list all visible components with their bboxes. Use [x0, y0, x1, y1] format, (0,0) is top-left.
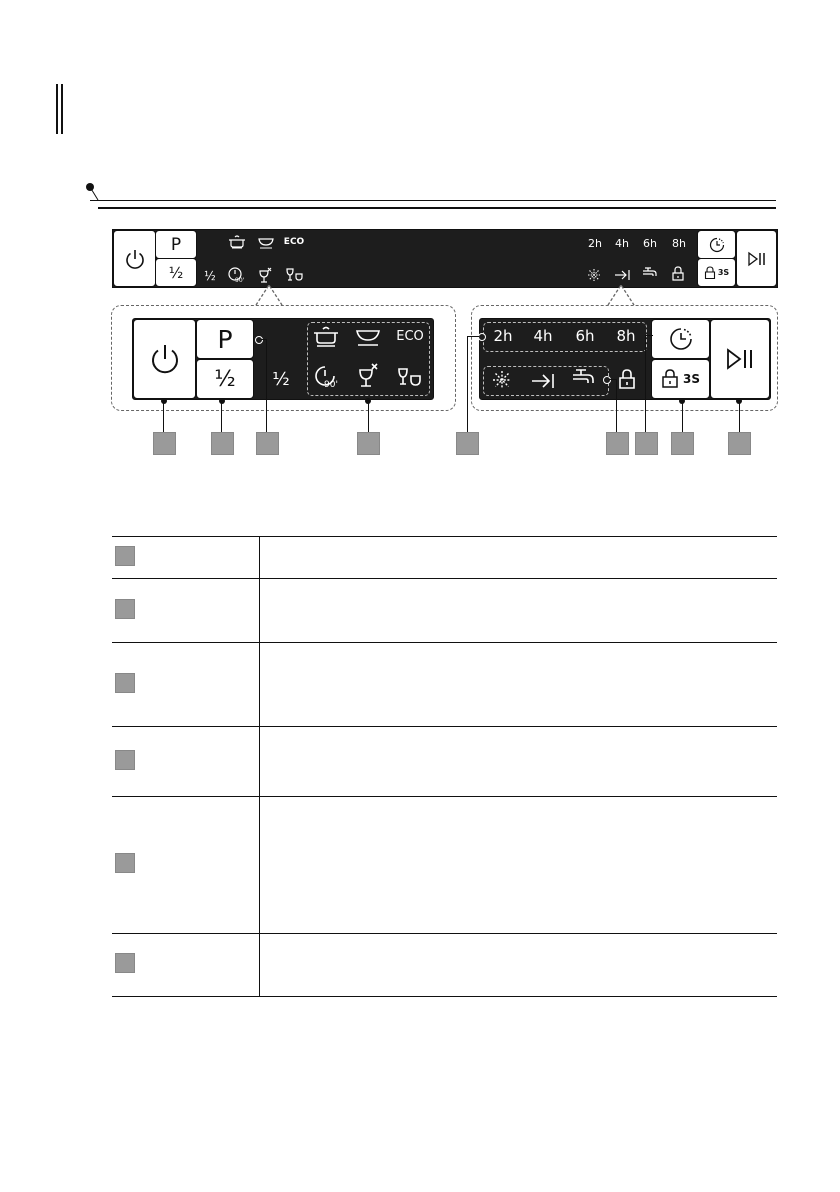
- timer-6h-label: 6h: [575, 327, 595, 345]
- svg-text:90': 90': [235, 277, 245, 284]
- callout-leader: [682, 401, 683, 432]
- zoom-pointer-left: [254, 283, 284, 307]
- legend-marker-cell: [112, 579, 260, 643]
- rinse-aid-icon: [613, 268, 631, 282]
- eco-label: ECO: [283, 237, 305, 247]
- legend-marker: [115, 953, 135, 973]
- power-button-zoom[interactable]: [133, 319, 196, 399]
- callout-leader: [467, 336, 479, 337]
- child-lock-icon: [617, 368, 637, 390]
- legend-marker: [115, 853, 135, 873]
- quick-90-icon: [313, 364, 341, 390]
- legend-description: [260, 579, 778, 643]
- quick-90-icon: [227, 266, 245, 284]
- legend-marker: [115, 546, 135, 566]
- section-marker-bar: [56, 84, 58, 134]
- half-load-indicator-zoom: ½: [272, 368, 290, 390]
- play-pause-icon: [747, 251, 767, 267]
- program-button-zoom[interactable]: [196, 319, 254, 359]
- legend-marker-cell: [112, 643, 260, 727]
- callout-leader: [645, 335, 646, 432]
- glass-icon: [396, 365, 424, 391]
- start-pause-button-zoom[interactable]: [710, 319, 770, 399]
- delay-timer-button-zoom[interactable]: [651, 319, 710, 359]
- intensive-icon: [228, 235, 246, 249]
- intensive-icon: [312, 325, 340, 347]
- callout-marker-6: [606, 432, 629, 455]
- callout-leader: [645, 335, 653, 336]
- child-lock-icon: [671, 266, 685, 282]
- table-row: [112, 643, 777, 727]
- rinse-icon: [355, 361, 381, 391]
- salt-icon: [492, 370, 512, 390]
- program-label: P: [217, 324, 233, 354]
- heading-rule-thick: [98, 207, 776, 209]
- eco-label: ECO: [396, 328, 424, 344]
- half-load-button-zoom[interactable]: [196, 359, 254, 399]
- clock-icon: [669, 327, 693, 351]
- legend-marker-cell: [112, 797, 260, 934]
- timer-2h-label: 2h: [588, 236, 602, 250]
- svg-text:90': 90': [324, 380, 338, 390]
- legend-description: [260, 934, 778, 997]
- salt-icon: [587, 268, 601, 282]
- callout-leader: [467, 336, 468, 432]
- timer-6h-label: 6h: [643, 236, 657, 250]
- delay-timer-button[interactable]: [697, 230, 736, 259]
- callout-marker-4: [357, 432, 380, 455]
- water-tap-icon: [571, 368, 597, 390]
- lock-3s-label: 3S: [683, 372, 700, 386]
- program-callout-point: [255, 336, 263, 344]
- rinse-icon: [256, 265, 274, 285]
- clock-icon: [709, 237, 725, 253]
- lock-3s-button[interactable]: [697, 258, 736, 287]
- timer-4h-label: 4h: [533, 327, 553, 345]
- callout-leader: [221, 401, 222, 432]
- table-row: [112, 579, 777, 643]
- lock-3s-button-zoom[interactable]: [651, 359, 710, 399]
- callout-marker-7: [635, 432, 658, 455]
- callout-marker-8: [671, 432, 694, 455]
- lock-icon: [704, 266, 716, 280]
- legend-marker-cell: [112, 537, 260, 579]
- power-icon: [124, 248, 146, 270]
- timer-2h-label: 2h: [493, 327, 513, 345]
- water-tap-icon: [641, 266, 659, 282]
- program-label: P: [170, 234, 182, 255]
- callout-marker-1: [153, 432, 176, 455]
- timer-callout-point: [478, 333, 486, 341]
- legend-description: [260, 797, 778, 934]
- legend-description: [260, 537, 778, 579]
- start-pause-button[interactable]: [736, 230, 777, 287]
- callout-dot: [219, 398, 225, 404]
- callout-leader: [616, 379, 617, 432]
- half-load-label: ½: [214, 366, 236, 392]
- callout-marker-3: [256, 432, 279, 455]
- legend-marker: [115, 599, 135, 619]
- legend-marker: [115, 673, 135, 693]
- glass-icon: [285, 266, 305, 284]
- callout-leader: [368, 401, 369, 432]
- half-load-label: ½: [168, 263, 184, 282]
- play-pause-icon: [725, 348, 755, 370]
- callout-marker-2: [211, 432, 234, 455]
- callout-marker-9: [728, 432, 751, 455]
- power-icon: [148, 342, 182, 376]
- timer-8h-label: 8h: [616, 327, 636, 345]
- callout-leader: [266, 339, 267, 432]
- legend-table: [112, 536, 777, 997]
- status-callout-point: [603, 376, 611, 384]
- heading-rule-diagonal: [86, 184, 100, 204]
- table-row: [112, 934, 777, 997]
- program-button[interactable]: [155, 230, 197, 259]
- legend-marker-cell: [112, 934, 260, 997]
- auto-icon: [257, 235, 275, 249]
- heading-rule: [90, 200, 776, 201]
- callout-leader: [163, 401, 164, 432]
- table-row: [112, 797, 777, 934]
- timer-8h-label: 8h: [672, 236, 686, 250]
- legend-description: [260, 727, 778, 797]
- rinse-aid-icon: [530, 372, 556, 390]
- auto-icon: [354, 325, 382, 347]
- half-load-indicator: ½: [204, 269, 216, 283]
- table-row: [112, 727, 777, 797]
- legend-description: [260, 643, 778, 727]
- legend-marker: [115, 750, 135, 770]
- legend-marker-cell: [112, 727, 260, 797]
- timer-4h-label: 4h: [615, 236, 629, 250]
- callout-marker-5: [456, 432, 479, 455]
- table-row: [112, 537, 777, 579]
- zoom-pointer-right: [606, 283, 636, 307]
- lock-3s-label: 3S: [717, 268, 730, 277]
- callout-dot: [161, 398, 167, 404]
- half-load-button[interactable]: [155, 258, 197, 287]
- power-button[interactable]: [113, 230, 156, 287]
- callout-leader: [739, 401, 740, 432]
- section-marker-bar: [61, 84, 63, 134]
- lock-icon: [661, 368, 679, 390]
